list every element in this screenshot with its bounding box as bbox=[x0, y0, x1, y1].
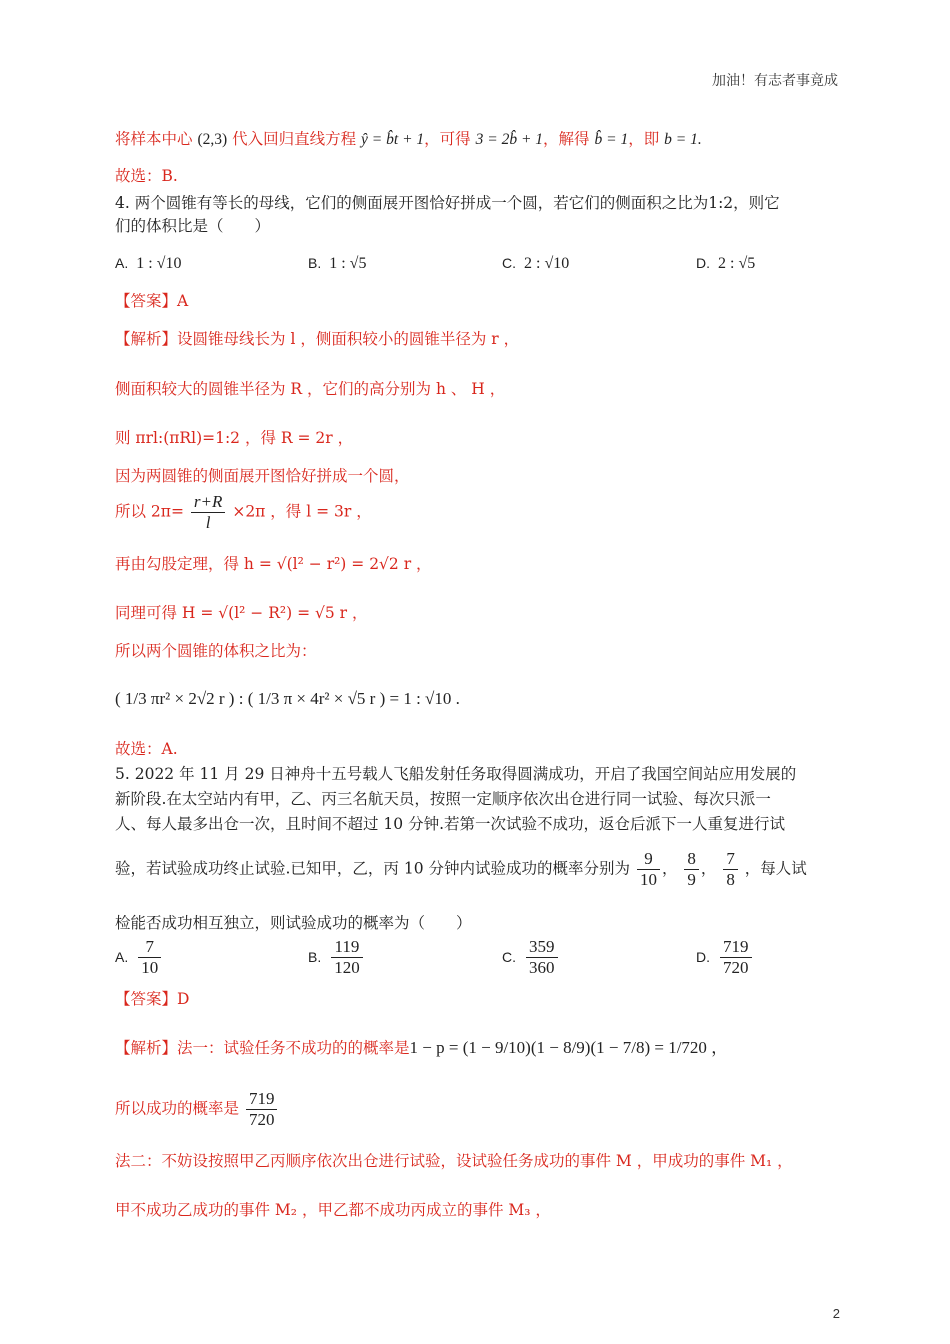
q4-volume-ratio-formula: ( 1/3 πr² × 2√2 r ) : ( 1/3 π × 4r² × √5 r ) = 1 : √10 . bbox=[115, 689, 460, 708]
stem-text: ，每人试 bbox=[744, 859, 807, 878]
analysis-text: 所以成功的概率是 bbox=[115, 1099, 240, 1118]
option-label: D. bbox=[696, 949, 710, 965]
fraction-denominator: 10 bbox=[639, 870, 657, 889]
fraction-numerator: 9 bbox=[637, 849, 660, 870]
option-label: B. bbox=[308, 255, 322, 271]
q3-center-point: (2,3) bbox=[197, 131, 228, 148]
q4-stem-line-2: 们的体积比是（ ） bbox=[115, 217, 271, 235]
option-label: A. bbox=[115, 949, 129, 965]
fraction-numerator: r+R bbox=[191, 492, 225, 513]
option-label: A. bbox=[115, 255, 129, 271]
q4-analysis-line-4: 因为两圆锥的侧面展开图恰好拼成一个圆， bbox=[115, 467, 410, 485]
q3-text-mid2: ，可得 bbox=[424, 130, 471, 148]
fraction-numerator: 8 bbox=[684, 849, 699, 870]
q5-analysis-line-2 bbox=[115, 1089, 279, 1130]
fraction-denominator: 360 bbox=[529, 958, 555, 977]
page-number: 2 bbox=[832, 1306, 840, 1321]
q3-solution-line bbox=[115, 128, 702, 151]
fraction-numerator: 719 bbox=[246, 1089, 278, 1110]
fraction-denominator: 720 bbox=[248, 1110, 275, 1129]
option-value: 1 : √10 bbox=[136, 255, 182, 272]
q4-stem-line-1: 4. 两个圆锥有等长的母线，它们的侧面展开图恰好拼成一个圆，若它们的侧面积之比为1:2，则它 bbox=[115, 194, 780, 212]
analysis-text: ×2π ，得 l = 3r ， bbox=[232, 502, 372, 521]
analysis-text: 所以 2π= bbox=[115, 502, 184, 521]
q4-analysis-line-6: 再由勾股定理，得 h = √(l² − r²) = 2√2 r ， bbox=[115, 555, 432, 573]
q3-choice: 故选：B. bbox=[115, 167, 178, 185]
q5-stem-line-5: 检能否成功相互独立，则试验成功的概率为（ ） bbox=[115, 914, 472, 932]
analysis-label: 【解析】 bbox=[115, 330, 178, 348]
q3-equation-4: b = 1. bbox=[664, 131, 702, 148]
q4-analysis-line-2: 侧面积较大的圆锥半径为 R ，它们的高分别为 h 、 H ， bbox=[115, 380, 506, 398]
fraction-denominator: 8 bbox=[726, 870, 735, 889]
q5-analysis-line-4: 甲不成功乙成功的事件 M₂ ，甲乙都不成功丙成立的事件 M₃ ， bbox=[115, 1201, 551, 1219]
q5-option-b bbox=[308, 937, 365, 978]
q4-analysis-line-3: 则 πrl:(πRl)=1:2 ，得 R = 2r ， bbox=[115, 429, 354, 447]
fraction-numerator: 119 bbox=[331, 937, 363, 958]
q5-analysis-line-1 bbox=[115, 1037, 728, 1059]
q3-regression-equation: ŷ = b̂t + 1 bbox=[361, 131, 425, 148]
q4-option-d bbox=[696, 253, 755, 273]
q5-answer: 【答案】D bbox=[115, 990, 190, 1008]
q4-option-a bbox=[115, 253, 181, 273]
fraction-denominator: l bbox=[205, 513, 211, 532]
q4-analysis-line-7: 同理可得 H = √(l² − R²) = √5 r ， bbox=[115, 604, 368, 622]
q5-stem-line-4: 验，若试验成功终止试验.已知甲，乙，丙 10 分钟内试验成功的概率分别为 $\frac{9}{10}$ ， $\frac{8}{9}$ ， $\frac{7}{8}$ ，每人试 bbox=[115, 849, 807, 889]
q3-equation-2: 3 = 2b̂ + 1 bbox=[475, 131, 544, 148]
q5-stem-line-1: 5. 2022 年 11 月 29 日神舟十五号载人飞船发射任务取得圆满成功，开启了我国空间站应用发展的 bbox=[115, 765, 797, 783]
analysis-text: 法一：试验任务不成功的的概率是 bbox=[177, 1039, 410, 1057]
q3-text-mid3: ，解得 bbox=[543, 130, 590, 148]
prob-yi-fraction bbox=[684, 849, 699, 890]
option-fraction bbox=[331, 937, 363, 978]
q4-choice: 故选：A. bbox=[115, 740, 178, 758]
fraction-numerator: 7 bbox=[723, 849, 738, 870]
analysis-label: 【解析】 bbox=[115, 1039, 178, 1057]
q4-answer: 【答案】A bbox=[115, 292, 189, 310]
option-value: 1 : √5 bbox=[329, 255, 367, 272]
q3-text-mid: 代入回归直线方程 bbox=[232, 130, 357, 148]
fraction-numerator: 7 bbox=[138, 937, 161, 958]
analysis-text: 设圆锥母线长为 l ，侧面积较小的圆锥半径为 r ， bbox=[177, 330, 520, 348]
failure-probability-formula: 1 − p = (1 − 9/10)(1 − 8/9)(1 − 7/8) = 1/720 ， bbox=[409, 1038, 729, 1057]
q3-equation-3: b̂ = 1 bbox=[594, 131, 629, 148]
q5-option-c bbox=[502, 937, 560, 978]
option-label: C. bbox=[502, 949, 516, 965]
q5-option-a bbox=[115, 937, 163, 978]
fraction-numerator: 359 bbox=[526, 937, 558, 958]
q5-analysis-line-3: 法二：不妨设按照甲乙丙顺序依次出仓进行试验，设试验任务成功的事件 M ，甲成功的事件 M₁ ， bbox=[115, 1152, 793, 1170]
page-header-slogan: 加油！有志者事竟成 bbox=[712, 73, 838, 89]
q3-text-mid4: ，即 bbox=[628, 130, 660, 148]
q4-option-b bbox=[308, 253, 366, 273]
prob-bing-fraction bbox=[723, 849, 738, 890]
option-fraction bbox=[526, 937, 558, 978]
q4-option-c bbox=[502, 253, 569, 273]
fraction-denominator: 9 bbox=[687, 870, 696, 889]
option-label: B. bbox=[308, 949, 322, 965]
q4-analysis-line-5 bbox=[115, 492, 372, 533]
option-value: 2 : √10 bbox=[524, 255, 570, 272]
stem-text: 验，若试验成功终止试验.已知甲，乙，丙 10 分钟内试验成功的概率分别为 bbox=[115, 859, 631, 878]
fraction-denominator: 10 bbox=[141, 958, 159, 977]
q4-analysis-line-8: 所以两个圆锥的体积之比为： bbox=[115, 642, 317, 660]
prob-jia-fraction bbox=[637, 849, 660, 890]
option-label: D. bbox=[696, 255, 710, 271]
fraction-denominator: 120 bbox=[334, 958, 360, 977]
q5-stem-line-3: 人、每人最多出仓一次，且时间不超过 10 分钟.若第一次试验不成功，返仓后派下一人重复进行试 bbox=[115, 815, 786, 833]
fraction-numerator: 719 bbox=[720, 937, 752, 958]
option-fraction bbox=[720, 937, 752, 978]
option-value: 2 : √5 bbox=[718, 255, 756, 272]
q4-analysis-line-1 bbox=[115, 328, 519, 350]
option-fraction bbox=[138, 937, 161, 978]
q3-text-prefix: 将样本中心 bbox=[115, 130, 193, 148]
success-probability-fraction bbox=[246, 1089, 278, 1130]
option-label: C. bbox=[502, 255, 516, 271]
fraction bbox=[191, 492, 225, 533]
q5-option-d bbox=[696, 937, 754, 978]
fraction-denominator: 720 bbox=[723, 958, 749, 977]
q5-stem-line-2: 新阶段.在太空站内有甲，乙、丙三名航天员，按照一定顺序依次出仓进行同一试验、每次只派一 bbox=[115, 790, 771, 808]
